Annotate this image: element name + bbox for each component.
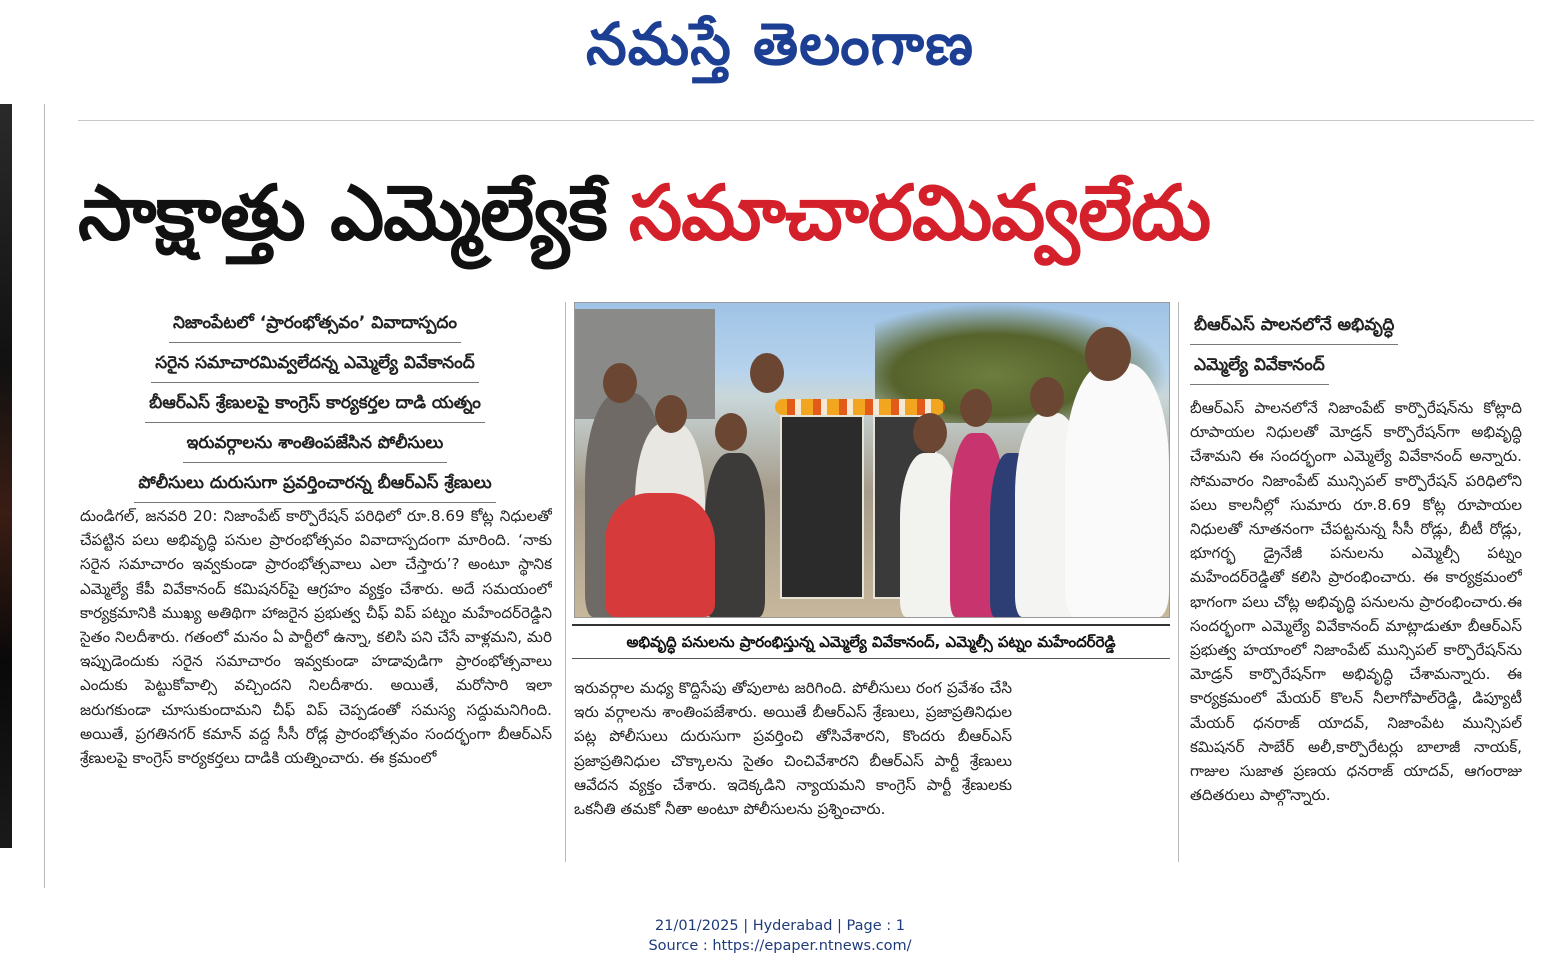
subhead-box — [1190, 306, 1490, 386]
subhead-line: ఎమ్మెల్యే వివేకానంద్ — [1190, 346, 1490, 386]
photo-caption: అభివృద్ధి పనులను ప్రారంభిస్తున్న ఎమ్మెల్యే వివేకానంద్, ఎమ్మెల్సీ పట్నం మహేందర్‌రెడ్డి — [572, 624, 1170, 659]
headline-part-red: సమాచారమివ్వలేదు — [628, 168, 1211, 257]
headline-part-black: సాక్షాత్తు ఎమ్మెల్యేకే — [78, 168, 607, 257]
news-photo — [574, 302, 1170, 618]
column-divider — [1178, 302, 1179, 862]
article-body-text: దుండిగల్, జనవరి 20: నిజాంపేట్ కార్పొరేషన్ పరిధిలో రూ.8.69 కోట్ల నిధులతో చేపట్టిన పలు అభివృద్ధి పనుల ప్రారంభోత్సవం వివాదాస్పదంగా మారింది. ‘నాకు సరైన సమాచారం ఇవ్వకుండా ప్రారంభోత్సవాలు ఎలా చేస్తారు’? అంటూ స్థానిక ఎమ్మెల్యే కేపీ వివేకానంద్ కమిషనర్‌పై ఆగ్రహం వ్యక్తం చేశారు. అదే సమయంలో కార్యక్రమానికి ముఖ్య అతిథిగా హాజరైన ప్రభుత్వ చీఫ్ విప్ పట్నం మహేందర్‌రెడ్డిని సైతం నిలదీశారు. గతంలో మనం ఏ పార్టీలో ఉన్నా, కలిసి పని చేసే వాళ్లమని, మరి ఇప్పుడెందుకు సరైన సమాచారం ఇవ్వకుండా హడావుడిగా ప్రారంభోత్సవాలు ఎందుకు పెట్టుకోవాల్సి వచ్చిందని నిలదీశారు. అయితే, మరోసారి ఇలా జరుగకుండా చూసుకుందామని చీఫ్ విప్ చెప్పడంతో సమస్య సద్దుమనిగింది. అయితే, ప్రగతినగర్ కమాన్ వద్ద సీసీ రోడ్ల ప్రారంభోత్సవం సందర్భంగా బీఆర్ఎస్ శ్రేణులపై కాంగ్రెస్ కార్యకర్తలు దాడికి యత్నించారు. ఈ క్రమంలో — [80, 507, 552, 768]
footer-date-line: 21/01/2025 | Hyderabad | Page : 1 — [655, 918, 905, 934]
column-divider — [565, 302, 566, 862]
highlight-item: ఇరువర్గాలను శాంతింపజేసిన పోలీసులు — [70, 424, 560, 464]
highlight-item: సరైన సమాచారమివ్వలేదన్న ఎమ్మెల్యే వివేకానంద్ — [70, 344, 560, 384]
subhead-line: బీఆర్ఎస్ పాలనలోనే అభివృద్ధి — [1190, 306, 1490, 346]
highlight-item: పోలీసులు దురుసుగా ప్రవర్తించారన్న బీఆర్ఎస్ శ్రేణులు — [70, 464, 560, 504]
article-column-2 — [574, 676, 1012, 876]
top-rule — [78, 120, 1534, 121]
adjacent-photo-strip — [0, 104, 12, 848]
footer-source-line: Source : https://epaper.ntnews.com/ — [648, 938, 912, 954]
highlight-item: నిజాంపేటలో ‘ప్రారంభోత్సవం’ వివాదాస్పదం — [70, 304, 560, 344]
article-headline — [78, 158, 1538, 268]
article-column-3 — [1190, 396, 1522, 866]
article-body-text: ఇరువర్గాల మధ్య కొద్దిసేపు తోపులాట జరిగింది. పోలీసులు రంగ ప్రవేశం చేసి ఇరు వర్గాలను శాంతింపజేశారు. అయితే బీఆర్ఎస్ శ్రేణులు, ప్రజాప్రతినిధుల పట్ల పోలీసులు దురుసుగా ప్రవర్తించి తోసివేశారని, కొందరు బీఆర్ఎస్ ప్రజాప్రతినిధుల చొక్కాలను సైతం చించివేశారని బీఆర్ఎస్ పార్టీ శ్రేణులు ఆవేదన వ్యక్తం చేశారు. ఇదెక్కడిని న్యాయమని కాంగ్రెస్ పార్టీ శ్రేణులకు ఒకనీతి తమకో నీతా అంటూ పోలీసులను ప్రశ్నించారు. — [574, 679, 1012, 819]
page-footer — [0, 916, 1560, 956]
article-column-1 — [80, 504, 552, 874]
flower-garland — [775, 399, 945, 415]
article-body-text: బీఆర్ఎస్ పాలనలోనే నిజాంపేట్ కార్పొరేషన్‌ను కోట్లాది రూపాయల నిధులతో మోడ్రన్ కార్పొరేషన్‌గా అభివృద్ధి చేశామని ఈ సందర్భంగా ఎమ్మెల్యే వివేకానంద్ అన్నారు. సోమవారం నిజాంపేట్ మున్సిపల్ కార్పొరేషన్ పరిధిలోని పలు కాలనీల్లో సుమారు రూ.8.69 కోట్ల రూపాయల నిధులతో నూతనంగా చేపట్టనున్న సీసీ రోడ్లు, బీటీ రోడ్లు, భూగర్భ డ్రైనేజీ పనులను ఎమ్మెల్సీ పట్నం మహేందర్‌రెడ్డితో కలిసి ప్రారంభించారు. ఈ కార్యక్రమంలో భాగంగా పలు చోట్ల అభివృద్ధి పనులను ప్రారంభించారు.ఈ సందర్భంగా ఎమ్మెల్యే వివేకానంద్ మాట్లాడుతూ బీఆర్ఎస్ ప్రభుత్వ హయాంలో నిజాంపేట్ మున్సిపల్ కార్పొరేషన్‌ను మోడ్రన్ కార్పొరేషన్‌గా అభివృద్ధి చేశామన్నారు. ఈ కార్యక్రమంలో మేయర్ కొలన్ నీలాగోపాల్‌రెడ్డి, డిప్యూటీ మేయర్ ధనరాజ్ యాదవ్, నిజాంపేట మున్సిపల్ కమిషనర్ సాబేర్ అలీ,కార్పొరేటర్లు బాలాజీ నాయక్, గాజుల సుజాత ప్రణయ ధనరాజ్ యాదవ్, ఆగంరాజు తదితరులు పాల్గొన్నారు. — [1190, 399, 1522, 805]
page-divider — [44, 104, 45, 888]
highlight-item: బీఆర్ఎస్ శ్రేణులపై కాంగ్రెస్ కార్యకర్తల దాడి యత్నం — [70, 384, 560, 424]
highlights-box — [70, 304, 560, 504]
newspaper-masthead: నమస్తే తెలంగాణ — [586, 10, 974, 78]
inauguration-plaque — [780, 415, 864, 599]
